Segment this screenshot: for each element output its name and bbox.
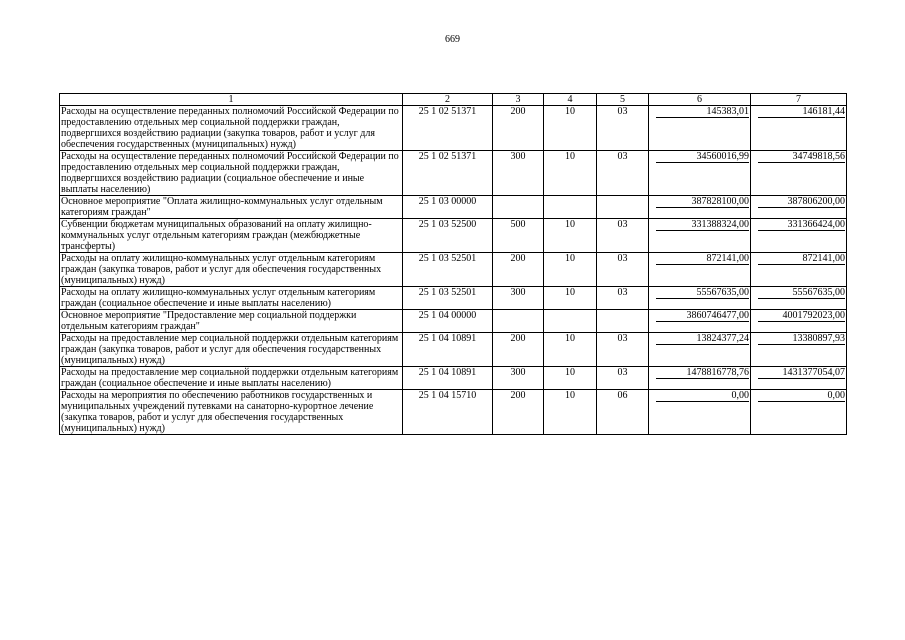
header-cell: 2 — [403, 94, 493, 106]
row-amount-col7 — [751, 151, 847, 196]
row-amount-col7 — [751, 219, 847, 253]
row-col4: 10 — [544, 253, 597, 287]
row-amount-col7-value: 4001792023,00 — [758, 310, 845, 322]
row-col5: 03 — [597, 151, 649, 196]
row-amount-col6-value: 1478816778,76 — [656, 367, 749, 379]
row-col3: 300 — [493, 287, 544, 310]
row-description: Расходы на осуществление переданных полномочий Российской Федерации по предоставлению отдельных мер социальной поддержки граждан, подвергшихся воздействию радиации (социальное обеспечение и иные выплаты населению) — [60, 151, 403, 196]
row-col5: 03 — [597, 287, 649, 310]
row-amount-col7-value: 34749818,56 — [758, 151, 845, 163]
row-col4: 10 — [544, 151, 597, 196]
row-amount-col6 — [649, 219, 751, 253]
row-amount-col6 — [649, 287, 751, 310]
row-amount-col6-value: 55567635,00 — [656, 287, 749, 299]
row-amount-col7-value: 1431377054,07 — [758, 367, 845, 379]
row-col5: 03 — [597, 253, 649, 287]
row-col3: 200 — [493, 333, 544, 367]
row-amount-col7 — [751, 196, 847, 219]
row-description: Основное мероприятие "Оплата жилищно-коммунальных услуг отдельным категориям граждан" — [60, 196, 403, 219]
header-cell: 1 — [60, 94, 403, 106]
row-description: Расходы на осуществление переданных полномочий Российской Федерации по предоставлению отдельных мер социальной поддержки граждан, подвергшихся воздействию радиации (закупка товаров, работ и услуг для обеспечения государственных (муниципальных) нужд) — [60, 106, 403, 151]
row-description: Субвенции бюджетам муниципальных образований на оплату жилищно-коммунальных услуг отдельным категориям граждан (межбюджетные трансферты) — [60, 219, 403, 253]
row-description: Расходы на предоставление мер социальной поддержки отдельным категориям граждан (социальное обеспечение и иные выплаты населению) — [60, 367, 403, 390]
row-amount-col7-value: 13380897,93 — [758, 333, 845, 345]
row-amount-col7-value: 387806200,00 — [758, 196, 845, 208]
row-col5: 03 — [597, 333, 649, 367]
row-col5: 03 — [597, 106, 649, 151]
row-amount-col6-value: 872141,00 — [656, 253, 749, 265]
table-row — [60, 106, 847, 151]
row-col4: 10 — [544, 219, 597, 253]
row-code: 25 1 04 00000 — [403, 310, 493, 333]
row-amount-col6-value: 387828100,00 — [656, 196, 749, 208]
row-col3: 200 — [493, 390, 544, 435]
row-amount-col7-value: 146181,44 — [758, 106, 845, 118]
row-amount-col6-value: 13824377,24 — [656, 333, 749, 345]
row-amount-col7 — [751, 367, 847, 390]
row-amount-col6 — [649, 196, 751, 219]
table-row — [60, 287, 847, 310]
header-cell: 6 — [649, 94, 751, 106]
row-code: 25 1 03 52501 — [403, 287, 493, 310]
row-amount-col7-value: 331366424,00 — [758, 219, 845, 231]
page-number: 669 — [445, 34, 460, 45]
table-row — [60, 333, 847, 367]
row-col4: 10 — [544, 390, 597, 435]
table-row — [60, 310, 847, 333]
row-col4: 10 — [544, 287, 597, 310]
row-amount-col6 — [649, 310, 751, 333]
row-amount-col7 — [751, 253, 847, 287]
row-col5: 06 — [597, 390, 649, 435]
header-cell: 3 — [493, 94, 544, 106]
row-amount-col6-value: 3860746477,00 — [656, 310, 749, 322]
table-header-row — [60, 94, 847, 106]
row-code: 25 1 03 52500 — [403, 219, 493, 253]
table-row — [60, 219, 847, 253]
row-description: Расходы на мероприятия по обеспечению работников государственных и муниципальных учреждений путевками на санаторно-курортное лечение (закупка товаров, работ и услуг для обеспечения государственных (муниципальных) нужд) — [60, 390, 403, 435]
row-amount-col6 — [649, 106, 751, 151]
row-description: Расходы на оплату жилищно-коммунальных услуг отдельным категориям граждан (закупка товаров, работ и услуг для обеспечения государственных (муниципальных) нужд) — [60, 253, 403, 287]
row-amount-col6 — [649, 253, 751, 287]
table-row — [60, 367, 847, 390]
budget-table — [59, 93, 847, 435]
row-col4: 10 — [544, 367, 597, 390]
table-row — [60, 151, 847, 196]
row-amount-col7 — [751, 333, 847, 367]
row-amount-col6-value: 331388324,00 — [656, 219, 749, 231]
row-code: 25 1 04 10891 — [403, 333, 493, 367]
row-description: Основное мероприятие "Предоставление мер социальной поддержки отдельным категориям граждан" — [60, 310, 403, 333]
row-description: Расходы на предоставление мер социальной поддержки отдельным категориям граждан (закупка товаров, работ и услуг для обеспечения государственных (муниципальных) нужд) — [60, 333, 403, 367]
row-col4 — [544, 310, 597, 333]
row-col4: 10 — [544, 333, 597, 367]
row-amount-col7 — [751, 287, 847, 310]
row-amount-col6-value: 145383,01 — [656, 106, 749, 118]
table-row — [60, 253, 847, 287]
row-amount-col6-value: 0,00 — [656, 390, 749, 402]
row-code: 25 1 03 52501 — [403, 253, 493, 287]
row-amount-col7 — [751, 106, 847, 151]
row-amount-col6 — [649, 390, 751, 435]
table-row — [60, 390, 847, 435]
row-col5: 03 — [597, 219, 649, 253]
row-description: Расходы на оплату жилищно-коммунальных услуг отдельным категориям граждан (социальное обеспечение и иные выплаты населению) — [60, 287, 403, 310]
header-cell: 7 — [751, 94, 847, 106]
row-amount-col7-value: 0,00 — [758, 390, 845, 402]
table-row — [60, 196, 847, 219]
row-amount-col6 — [649, 151, 751, 196]
header-cell: 5 — [597, 94, 649, 106]
row-col5: 03 — [597, 367, 649, 390]
row-col3: 300 — [493, 151, 544, 196]
row-col5 — [597, 196, 649, 219]
row-col3: 500 — [493, 219, 544, 253]
row-amount-col6-value: 34560016,99 — [656, 151, 749, 163]
row-col3: 200 — [493, 253, 544, 287]
header-cell: 4 — [544, 94, 597, 106]
row-amount-col6 — [649, 333, 751, 367]
row-col4 — [544, 196, 597, 219]
row-code: 25 1 02 51371 — [403, 106, 493, 151]
row-col3: 200 — [493, 106, 544, 151]
row-code: 25 1 04 15710 — [403, 390, 493, 435]
row-col3 — [493, 196, 544, 219]
row-col5 — [597, 310, 649, 333]
row-col3: 300 — [493, 367, 544, 390]
row-amount-col7-value: 55567635,00 — [758, 287, 845, 299]
row-col4: 10 — [544, 106, 597, 151]
row-amount-col6 — [649, 367, 751, 390]
row-code: 25 1 04 10891 — [403, 367, 493, 390]
row-code: 25 1 02 51371 — [403, 151, 493, 196]
row-amount-col7 — [751, 390, 847, 435]
row-code: 25 1 03 00000 — [403, 196, 493, 219]
row-amount-col7-value: 872141,00 — [758, 253, 845, 265]
row-amount-col7 — [751, 310, 847, 333]
row-col3 — [493, 310, 544, 333]
